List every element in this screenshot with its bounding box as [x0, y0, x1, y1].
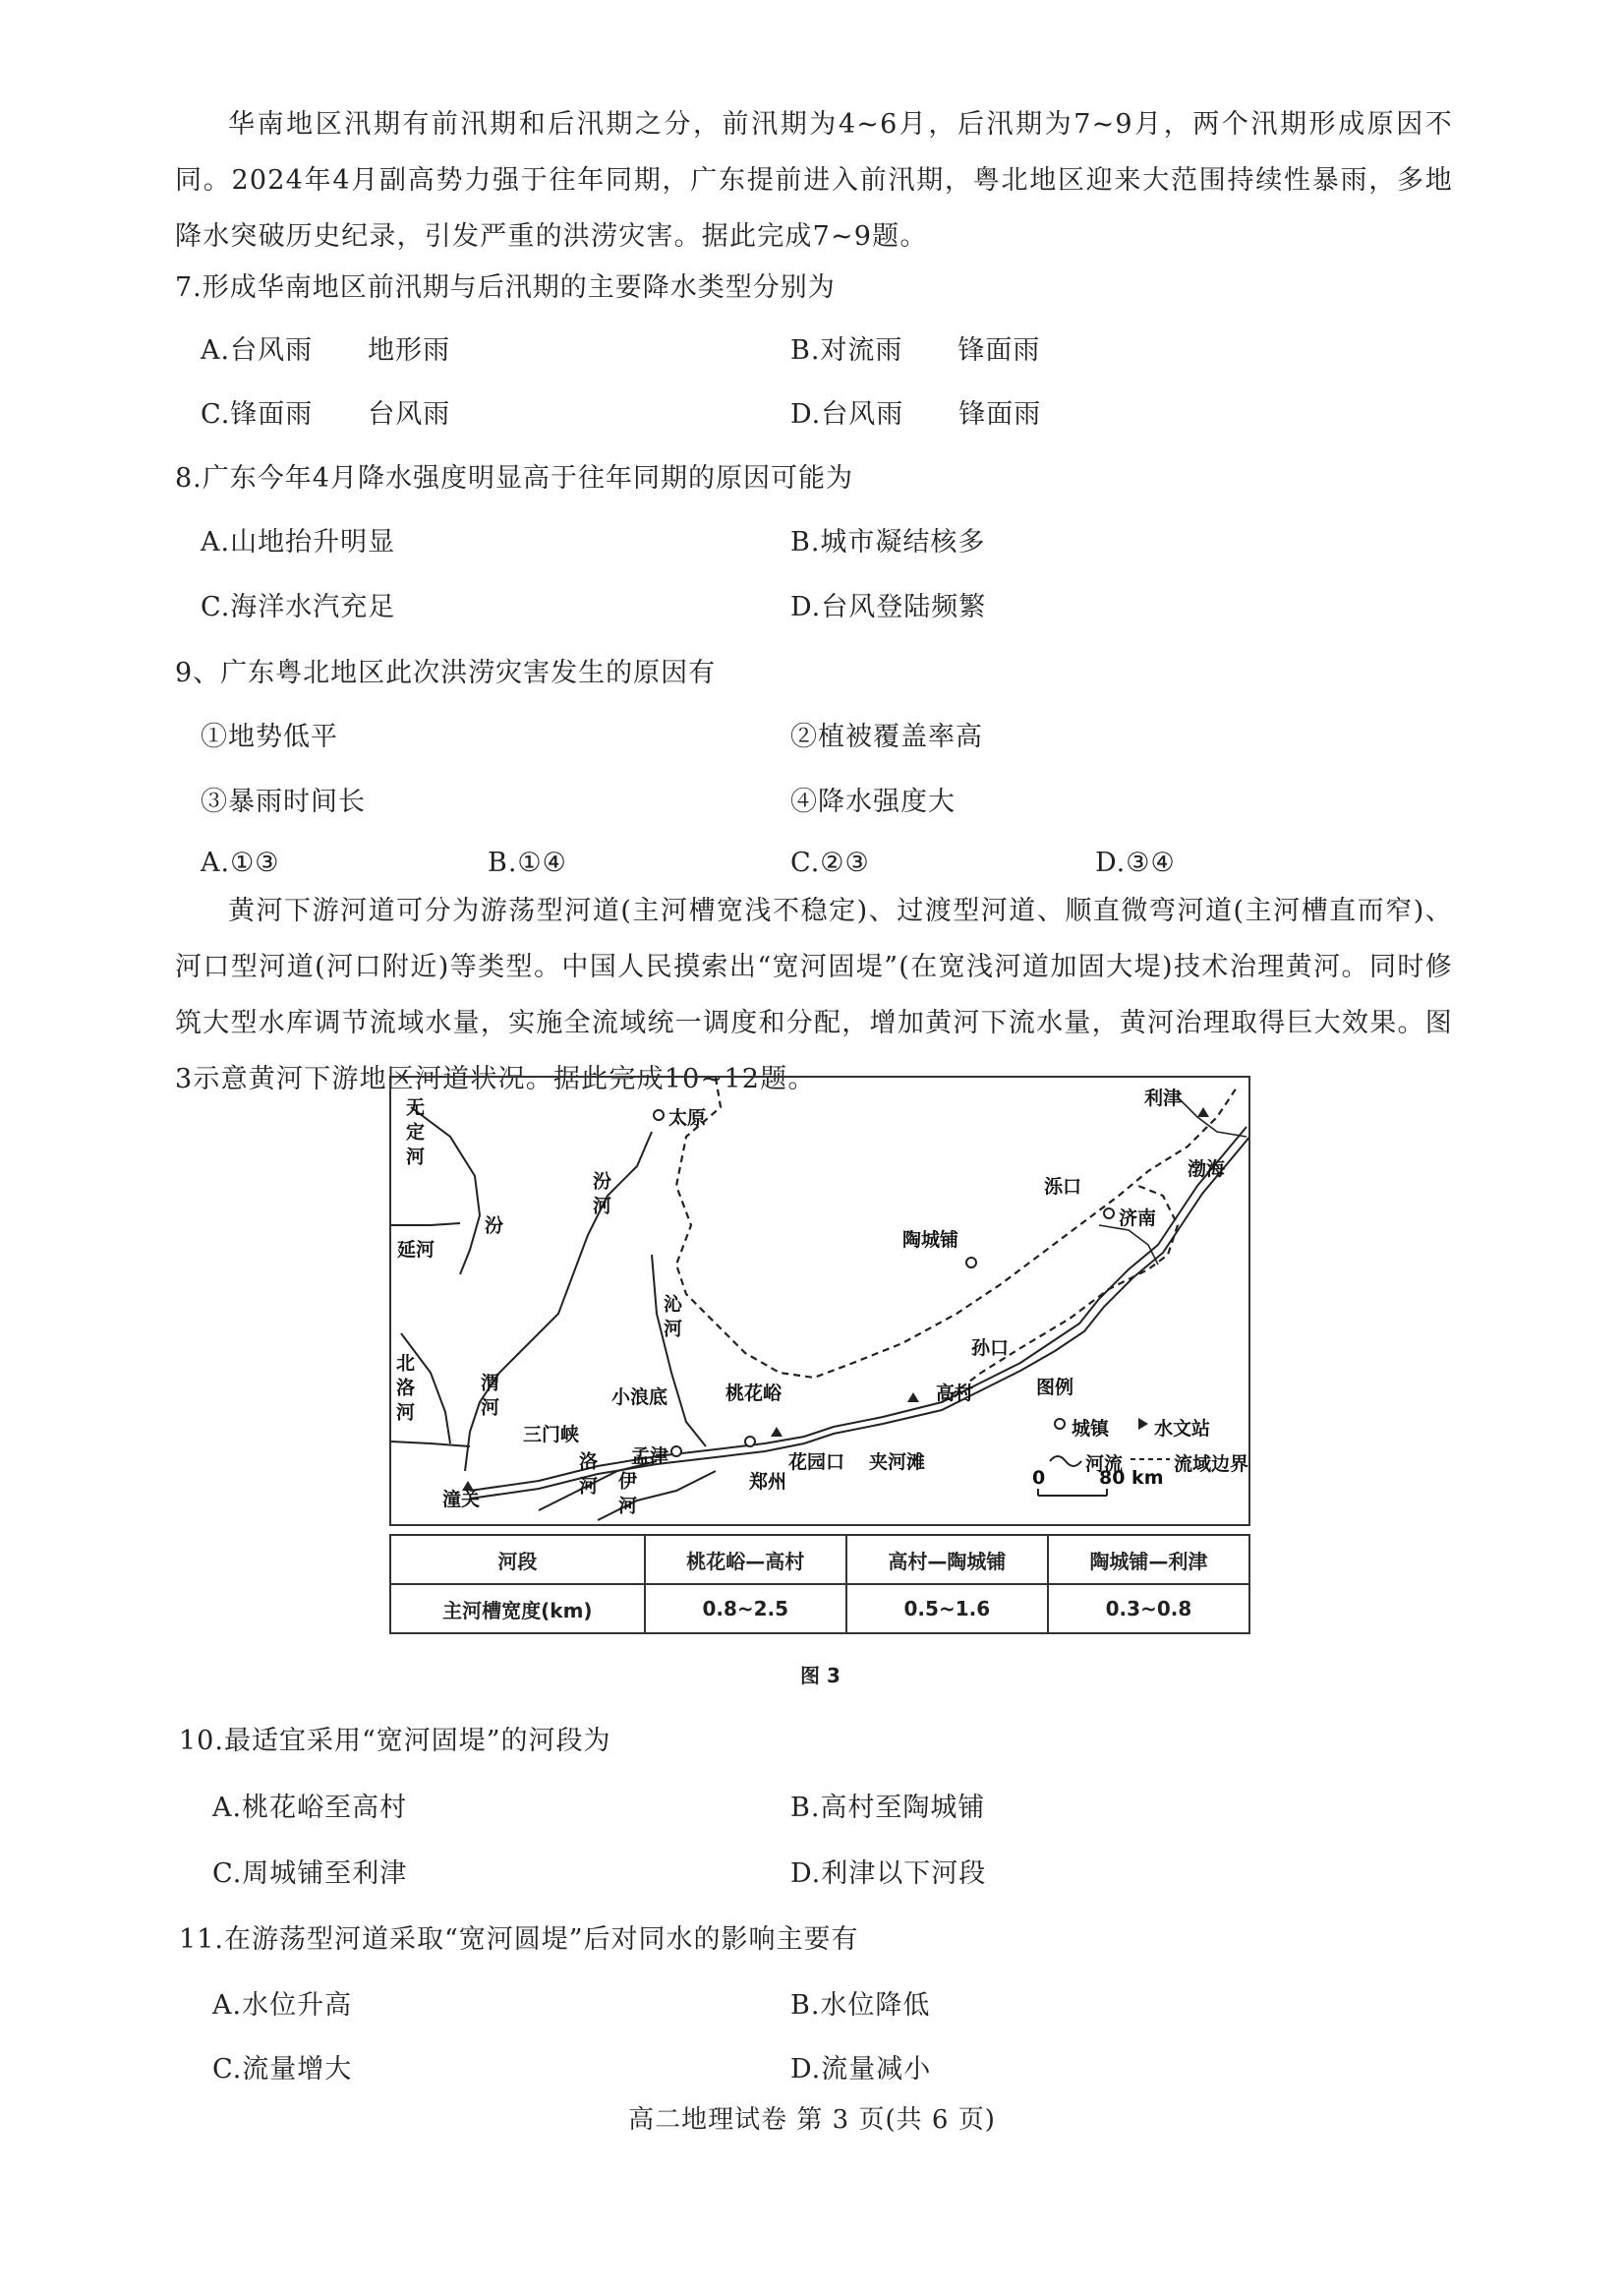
label-huayuankou: 花园口: [788, 1451, 845, 1473]
legend-river-symbol: [1050, 1456, 1081, 1466]
yellow-river: [470, 1127, 1247, 1491]
table-header-cell: 河段: [390, 1535, 645, 1584]
legend-town-symbol: [1055, 1419, 1065, 1429]
scale-zero: 0: [1032, 1467, 1046, 1489]
q10-option-d[interactable]: D.利津以下河段: [790, 1858, 987, 1889]
table-cell: 0.5~1.6: [846, 1584, 1048, 1633]
channel-width-table: [389, 1534, 1250, 1634]
jinan-tributary: [1099, 1225, 1158, 1265]
table-header-cell: 桃花峪—高村: [645, 1535, 846, 1584]
q9-statement-3: ③暴雨时间长: [201, 787, 366, 817]
table-header-row: [390, 1535, 1249, 1584]
town-zhengzhou: [745, 1437, 755, 1446]
q11-option-d[interactable]: D.流量减小: [790, 2054, 932, 2085]
label-taohuayu: 桃花峪: [725, 1383, 783, 1404]
table-row: [390, 1584, 1249, 1633]
label-wuding-river: 无定河: [403, 1097, 425, 1171]
q7-option-c[interactable]: C.锋面雨 台风雨: [201, 399, 451, 430]
bohai-coast: [1178, 1097, 1247, 1137]
figure-3: [389, 1076, 1254, 1685]
label-sunkou: 孙口: [971, 1337, 1010, 1359]
label-jiahetan: 夹河滩: [869, 1451, 926, 1473]
q10-option-a[interactable]: A.桃花峪至高村: [212, 1793, 408, 1823]
label-bohai: 渤海: [1188, 1158, 1226, 1180]
page-footer: 高二地理试卷 第 3 页(共 6 页): [628, 2105, 996, 2135]
q9-statement-4: ④降水强度大: [790, 787, 956, 817]
legend-town: 城镇: [1072, 1418, 1110, 1440]
scale-80: 80 km: [1099, 1467, 1164, 1489]
q9-option-c[interactable]: C.②③: [790, 848, 870, 878]
q10-option-c[interactable]: C.周城铺至利津: [212, 1858, 408, 1889]
q8-option-b[interactable]: B.城市凝结核多: [790, 527, 986, 558]
q9-option-b[interactable]: B.①④: [488, 848, 567, 878]
legend-station: 水文站: [1154, 1418, 1211, 1440]
station-huayuankou: [771, 1427, 783, 1437]
q11-option-a[interactable]: A.水位升高: [212, 1990, 353, 2021]
label-gaocun: 高村: [936, 1383, 974, 1404]
label-taiyuan: 太原: [668, 1107, 707, 1129]
q7-stem: 7.形成华南地区前汛期与后汛期的主要降水类型分别为: [175, 272, 836, 303]
q8-stem: 8.广东今年4月降水强度明显高于往年同期的原因可能为: [175, 463, 853, 494]
legend-station-symbol: [1138, 1418, 1148, 1430]
label-qin-river: 沁河: [661, 1294, 682, 1343]
q9-option-d[interactable]: D.③④: [1095, 848, 1176, 878]
q9-statement-2: ②植被覆盖率高: [790, 722, 983, 752]
town-jinan: [1104, 1208, 1114, 1218]
q7-option-b[interactable]: B.对流雨 锋面雨: [790, 335, 1041, 366]
label-luokou: 泺口: [1044, 1176, 1082, 1198]
q11-stem: 11.在游荡型河道采取“宽河圆堤”后对同水的影响主要有: [179, 1924, 859, 1955]
q9-option-a[interactable]: A.①③: [201, 848, 280, 878]
legend-river: 河流: [1085, 1453, 1124, 1475]
q8-option-a[interactable]: A.山地抬升明显: [201, 527, 396, 558]
label-tongguan: 潼关: [442, 1489, 481, 1510]
label-luo-river: 洛河: [576, 1451, 598, 1501]
q10-option-b[interactable]: B.高村至陶城铺: [790, 1793, 986, 1823]
q8-option-c[interactable]: C.海洋水汽充足: [201, 592, 396, 622]
q9-stem: 9、广东粤北地区此次洪涝灾害发生的原因有: [175, 658, 717, 688]
q7-option-d[interactable]: D.台风雨 锋面雨: [790, 399, 1042, 430]
q11-option-c[interactable]: C.流量增大: [212, 2054, 353, 2085]
q11-option-b[interactable]: B.水位降低: [790, 1990, 931, 2021]
figure-caption: 图 3: [800, 1664, 841, 1687]
label-wei-river: 渭河: [478, 1373, 499, 1422]
legend-title: 图例: [1036, 1377, 1074, 1398]
q7-option-a[interactable]: A.台风雨 地形雨: [201, 335, 451, 366]
station-gaocun: [907, 1392, 919, 1402]
qin-river: [652, 1255, 706, 1446]
station-lijin: [1197, 1107, 1209, 1117]
label-fen-river: 汾河: [590, 1171, 611, 1220]
yellow-river-map: [389, 1076, 1250, 1526]
label-zhengzhou: 郑州: [749, 1471, 787, 1493]
label-jinan: 济南: [1119, 1207, 1157, 1229]
table-header-cell: 高村—陶城铺: [846, 1535, 1048, 1584]
label-yanhe: 延河: [397, 1239, 435, 1261]
town-taochengpu: [966, 1258, 976, 1267]
table-header-cell: 陶城铺—利津: [1048, 1535, 1249, 1584]
wei-river: [391, 1442, 470, 1446]
q8-option-d[interactable]: D.台风登陆频繁: [790, 592, 987, 622]
label-taochengpu: 陶城铺: [902, 1229, 959, 1251]
label-fen-char: 汾: [482, 1215, 503, 1240]
legend-boundary: 流域边界: [1174, 1453, 1249, 1475]
label-yi-river: 伊河: [615, 1471, 637, 1520]
label-lijin: 利津: [1144, 1088, 1183, 1109]
table-row-label: 主河槽宽度(km): [390, 1584, 645, 1633]
table-cell: 0.8~2.5: [645, 1584, 846, 1633]
label-mengjin: 孟津: [631, 1445, 669, 1467]
label-xiaolangdi: 小浪底: [611, 1386, 668, 1408]
q10-stem: 10.最适宜采用“宽河固堤”的河段为: [179, 1726, 611, 1756]
label-sanmenxia: 三门峡: [523, 1424, 580, 1445]
table-cell: 0.3~0.8: [1048, 1584, 1249, 1633]
intro-paragraph-2: 黄河下游河道可分为游荡型河道(主河槽宽浅不稳定)、过渡型河道、顺直微弯河道(主河槽直而窄)、河口型河道(河口附近)等类型。中国人民摸索出“宽河固堤”(在宽浅河道加固大堤)技术治理黄河。同时修筑大型水库调节流域水量，实施全流域统一调度和分配，增加黄河下流水量，黄河治理取得巨大效果。图3示意黄河下游地区河道状况。据此完成10~12题。: [175, 896, 1453, 1094]
town-mengjin: [671, 1446, 681, 1456]
q9-statement-1: ①地势低平: [201, 722, 338, 752]
town-taiyuan: [654, 1110, 664, 1120]
intro-paragraph-1: 华南地区汛期有前汛期和后汛期之分，前汛期为4~6月，后汛期为7~9月，两个汛期形成原因不同。2024年4月副高势力强于往年同期，广东提前进入前汛期，粤北地区迎来大范围持续性暴雨，多地降水突破历史纪录，引发严重的洪涝灾害。据此完成7~9题。: [175, 109, 1453, 252]
yan-river: [391, 1223, 460, 1225]
label-beiluo-river: 北洛河: [393, 1353, 415, 1427]
